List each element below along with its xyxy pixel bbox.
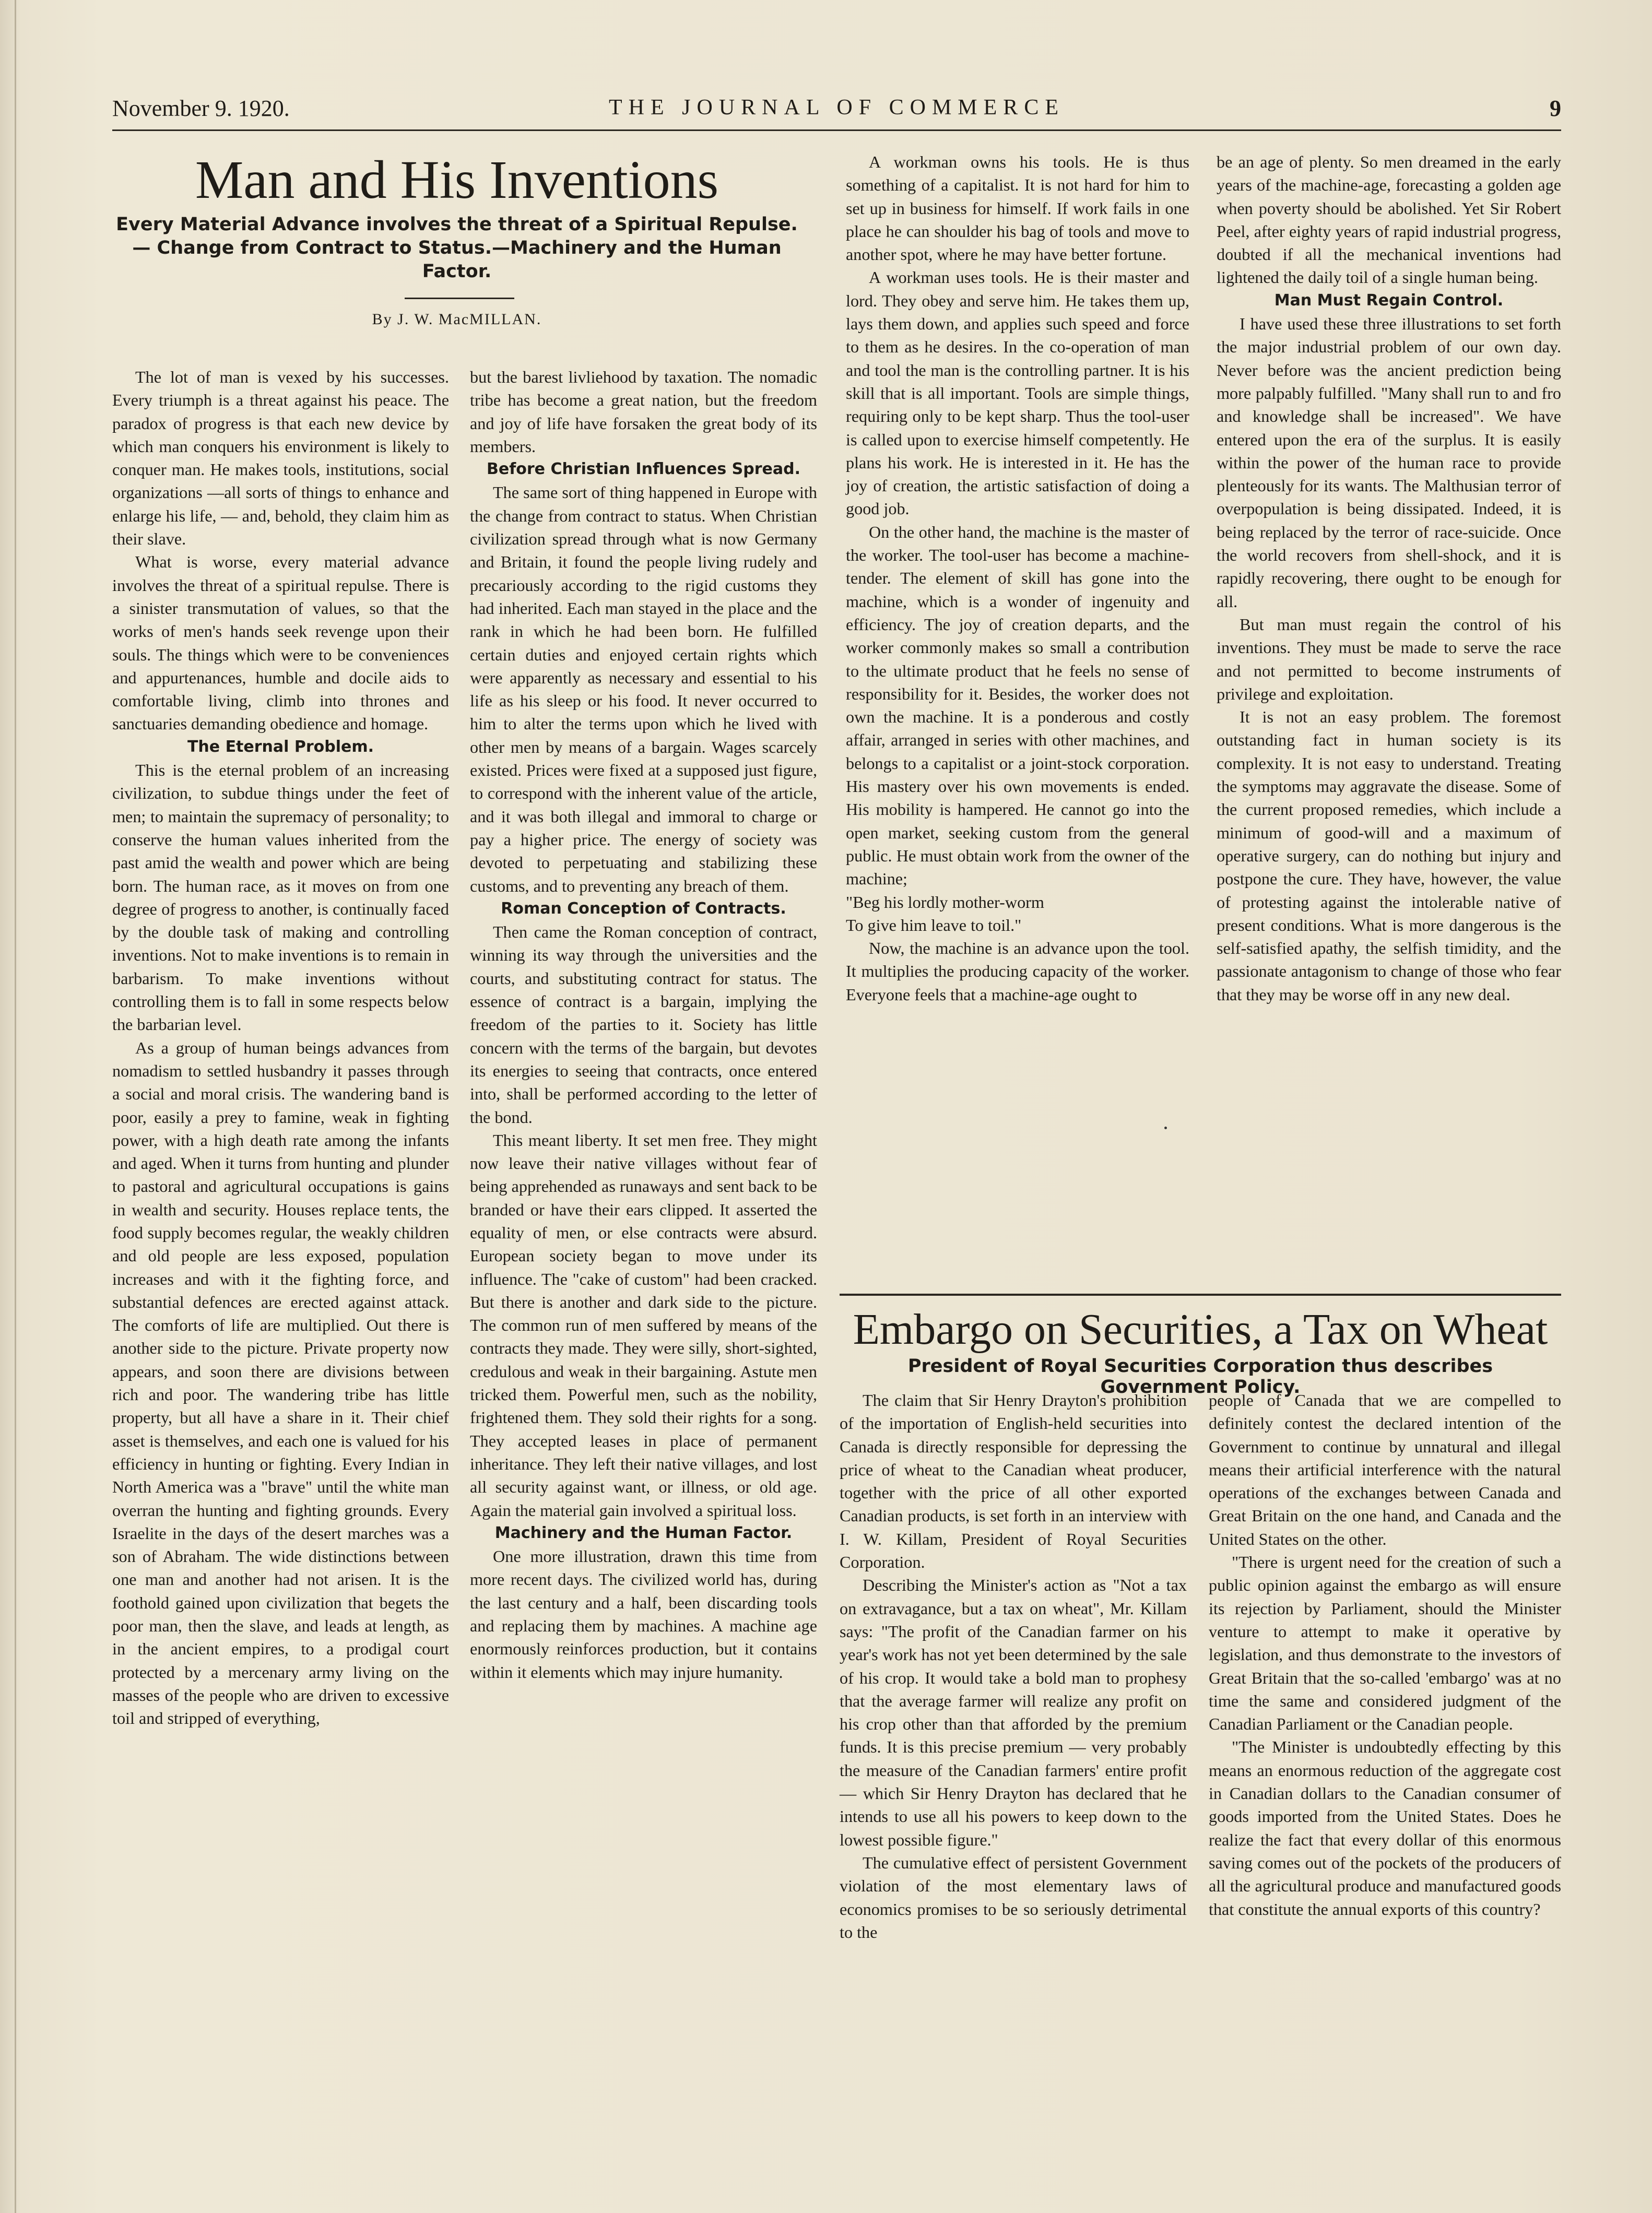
byline-rule [405,298,514,299]
paragraph: be an age of plenty. So men dreamed in the early years of the machine-age, forecasting a golden age when poverty should be abolished. Yet Sir Robert Peel, after eighty years of rapid industrial progress, doubted if all the mechanical inventions had lightened the daily toil of a single human being. [1217,152,1561,287]
article2-title: Embargo on Securities, a Tax on Wheat [853,1305,1548,1354]
paragraph: The cumulative effect of persistent Government violation of the most elementary laws of economics promises to be so seriously detrimental to the [840,1853,1187,1942]
paragraph: This is the eternal problem of an increasing civilization, to subdue things under the feet of men; to maintain the supremacy of personality; to conserve the human values inherited from the past amid the wealth and power which are being born. The human race, as it moves on from one degree of progress to another, is continually faced by the double task of making and controlling inventions. Not to make inventions is to remain in barbarism. To make inventions without controlling them is to fall in some respects below the barbarian level. [112,761,449,1034]
article1-column-2 [470,365,817,1684]
paragraph: but the barest livliehood by taxation. The nomadic tribe has become a great nation, but the freedom and joy of life have forsaken the great body of its members. [470,368,817,456]
section-heading: Machinery and the Human Factor. [494,1523,793,1542]
paragraph: Describing the Minister's action as "Not a tax on extravagance, but a tax on wheat", Mr. Killam says: "The profit of the Canadian farmer on his year's work has not yet been determined by the sale of his crop. It would take a bold man to prophesy that the average farmer will realize any profit on his crop other than that afforded by the premium funds. It is this precise premium — very probably the measure of the Canadian farmers' entire profit — which Sir Henry Drayton has declared that he intends to use all his powers to keep down to the lowest possible figure." [840,1576,1187,1849]
article2-subtitle-line-2: Government Policy. [1100,1377,1301,1398]
paragraph: The claim that Sir Henry Drayton's prohibition of the importation of English-held securities into Canada is directly responsible for depressing the price of wheat to the Canadian wheat producer, together with the price of all other exported Canadian products, is set forth in an interview with I. W. Killam, President of Royal Securities Corporation. [840,1391,1187,1572]
paragraph: I have used these three illustrations to set forth the major industrial problem of our own day. Never before was the ancient prediction being more palpably fulfilled. "Many shall run to and fro and knowledge shall be increased". We have entered upon the era of the surplus. It is easily within the power of the human race to provide plenteously for its wants. The Malthusian terror of overpopulation is being dissipated. Indeed, it is being replaced by the terror of race-suicide. Once the world recovers from shell-shock, and it is rapidly recovering, there ought to be enough for all. [1217,314,1561,611]
header-rule [112,129,1561,131]
paragraph: On the other hand, the machine is the master of the worker. The tool-user has become a machine-tender. The element of skill has gone into the machine, which is a wonder of ingenuity and efficiency. The joy of creation departs, and the worker commonly makes so small a contribution to the ultimate product that he feels no sense of responsibility for it. Besides, the worker does not own the machine. It is a ponderous and costly affair, arranged in series with other machines, and belongs to a capitalist or a joint-stock corporation. His mastery over his own movements is ended. His mobility is hampered. He cannot go into the open market, seeking custom from the general public. He must obtain work from the owner of the machine; [846,522,1189,889]
journal-name: THE JOURNAL OF COMMERCE [609,96,1065,120]
article1-column-4 [1217,150,1561,1006]
paragraph: The lot of man is vexed by his successes. Every triumph is a threat against his peace. The paradox of progress is that each new device by which man conquers his environment is likely to conquer man. He makes tools, institutions, social organizations —all sorts of things to enhance and enlarge his life, — and, behold, they claim him as their slave. [112,368,449,549]
paragraph: people of Canada that we are compelled to definitely contest the declared intention of the Government to continue by unnatural and illegal means their artificial interference with the natural operations of the exchanges between Canada and Great Britain on the one hand, and Canada and the United States on the other. [1209,1391,1561,1548]
article2-column-1 [840,1389,1187,1944]
article-title: Man and His Inventions [195,150,719,210]
paragraph: This meant liberty. It set men free. They might now leave their native villages without fear of being apprehended as runaways and sent back to be branded or have their ears clipped. It asserted the equality of men, or else contracts were absurd. European society began to move under its influence. The "cake of custom" had been cracked. But there is another and dark side to the picture. The common run of men suffered by means of the contracts they made. They were silly, short-sighted, credulous and weak in their bargaining. Astute men tricked them. Powerful men, such as the nobility, frightened them. They sold their rights for a song. They accepted leases in place of permanent inheritance. They left their native villages, and lost all security against want, or illness, or old age. Again the material gain involved a spiritual loss. [470,1130,817,1520]
article-separator-rule [840,1294,1561,1296]
article2-subtitle-line-1: President of Royal Securities Corporation thus describes [907,1356,1493,1377]
page-header [112,95,1561,126]
article1-column-3 [846,150,1189,1006]
paragraph: The same sort of thing happened in Europe with the change from contract to status. When Christian civilization spread through what is now Germany and Britain, it found the people living rudely and precariously according to the rigid customs they had inherited. Each man stayed in the place and the rank in which he had been born. He fulfilled certain duties and enjoyed certain rights which were apparently as necessary and essential to his life as his sleep or his food. It never occurred to him to alter the terms upon which he lived with other men by means of a bargain. Wages scarcely existed. Prices were fixed at a supposed just figure, to correspond with the inherent value of the article, and it was both illegal and immoral to charge or pay a higher price. The energy of society was devoted to perpetuating and stabilizing these customs, and to preventing any breach of them. [470,483,817,895]
byline: By J. W. MacMILLAN. [372,311,542,328]
page-number: 9 [1550,96,1561,121]
paragraph: But man must regain the control of his inventions. They must be made to serve the race and not permitted to become instruments of privilege and exploitation. [1217,614,1561,703]
paragraph: What is worse, every material advance involves the threat of a spiritual repulse. There is a sinister transmutation of values, so that the works of men's hands seek revenge upon their souls. The things which were to be conveniences and appurtenances, humble and docile aids to comfortable living, climb into thrones and sanctuaries demanding obedience and homage. [112,552,449,733]
paragraph: A workman uses tools. He is their master and lord. They obey and serve him. He takes them up, lays them down, and applies such speed and force to them as he desires. In the co-operation of man and tool the man is the controlling partner. It is his skill that is all important. Tools are simple things, requiring only to be kept sharp. Thus the tool-user is called upon to exercise himself competently. He plans his work. He is interested in it. He has the joy of creation, the artistic satisfaction of doing a good job. [846,268,1189,518]
section-heading: Before Christian Influences Spread. [486,460,801,479]
section-heading: The Eternal Problem. [187,737,374,756]
verse-line: To give him leave to toil." [846,915,1022,934]
paragraph: Then came the Roman conception of contract, winning its way through the universities and the courts, and substituting contract for status. The essence of contract is a bargain, implying the freedom of the parties to it. Society has little concern with the terms of the bargain, but devotes its energies to seeing that contracts, once entered into, shall be performed according to the letter of the bond. [470,922,817,1127]
paragraph: A workman owns his tools. He is thus something of a capitalist. It is not hard for him to set up in business for himself. If work fails in one place he can shoulder his bag of tools and move to another spot, where he may have better fortune. [846,152,1189,264]
page-fold [15,0,16,2213]
paragraph: One more illustration, drawn this time from more recent days. The civilized world has, during the last century and a half, been discarding tools and replacing them by machines. A machine age enormously reinforces production, but it contains within it elements which may injure humanity. [470,1547,817,1682]
article-subtitle: Every Material Advance involves the threat of a Spiritual Repulse.— Change from Contract to Status.—Machinery and the Human Factor. [116,214,798,282]
section-heading: Man Must Regain Control. [1274,291,1504,310]
paragraph: Now, the machine is an advance upon the tool. It multiplies the producing capacity of the worker. Everyone feels that a machine-age ought to [846,939,1189,1004]
paragraph: It is not an easy problem. The foremost outstanding fact in human society is its complexity. It is not easy to understand. Treating the symptoms may aggravate the disease. Some of the current proposed remedies, which include a minimum of good-will and a maximum of operative surgery, can do nothing but injury and postpone the cure. They have, however, the value of protesting against the intolerable native of present conditions. What is more dangerous is the self-satisfied apathy, the selfish timidity, and the passionate antagonism to change of those who fear that they may be worse off in any new deal. [1217,707,1561,1004]
article1-column-1 [112,365,449,1730]
paragraph: As a group of human beings advances from nomadism to settled husbandry it passes through a social and moral crisis. The wandering band is poor, easily a prey to famine, weak in fighting power, with a high death rate among the infants and aged. When it turns from hunting and plunder to pastoral and agricultural occupations is gains in wealth and security. Houses replace tents, the food supply becomes regular, the weakly children and old people are less exposed, population increases and with it the fighting force, and substantial defences are erected against attack. The comforts of life are multiplied. Out there is another side to the picture. Private property now appears, and soon there are divisions between rich and poor. The wandering tribe has little property, but all have a share in it. Their chief asset is themselves, and each one is valued for his efficiency in hunting or fighting. Every Indian in North America was a "brave" until the white man overran the hunting and fighting grounds. Every Israelite in the days of the desert marches was a son of Abraham. The wide distinctions between one man and another had not arisen. It is the foothold gained upon civilization that begets the poor man, then the slave, and leads at length, as in the ancient empires, to a prodigal court protected by a mercenary army living on the masses of the people who are driven to excessive toil and stripped of everything, [112,1038,449,1728]
section-heading: Roman Conception of Contracts. [501,899,786,918]
issue-date: November 9. 1920. [112,96,290,121]
paragraph: "There is urgent need for the creation of such a public opinion against the embargo as will ensure its rejection by Parliament, should the Minister venture to attempt to make it operative by legislation, and thus demonstrate to the investors of Great Britain that the so-called 'embargo' was at no time the same and considered judgment of the Canadian Parliament or the Canadian people. [1209,1553,1561,1734]
article2-column-2 [1209,1389,1561,1921]
mouse-pointer-dot [1164,1127,1167,1129]
verse-line: "Beg his lordly mother-worm [846,892,1044,912]
paragraph: "The Minister is undoubtedly effecting by this means an enormous reduction of the aggregate cost in Canadian dollars to the Canadian consumer of goods imported from the United States. Does he realize the fact that every dollar of this enormous saving comes out of the pockets of the producers of all the agricultural produce and manufactured goods that constitute the annual exports of this country? [1209,1737,1561,1919]
